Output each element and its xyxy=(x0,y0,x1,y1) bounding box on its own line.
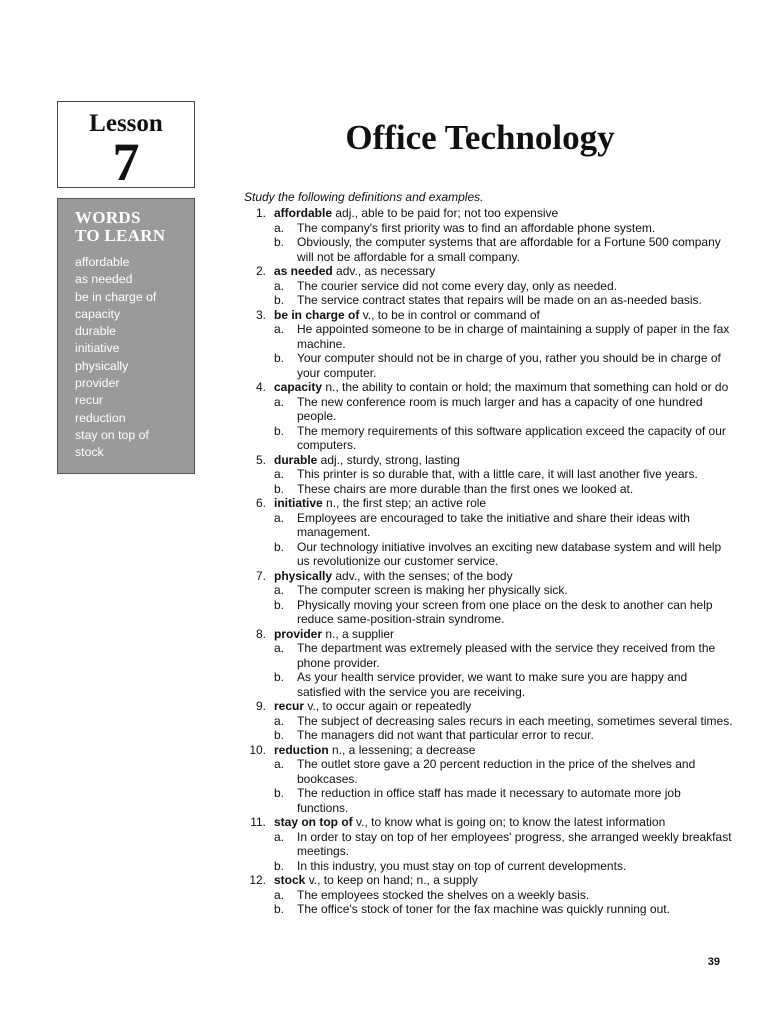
page-number: 39 xyxy=(707,956,720,968)
example-text: In order to stay on top of her employees' progress, she arranged weekly breakfast meetings. xyxy=(297,829,732,858)
sidebar-word: durable xyxy=(75,324,117,339)
definition-text: v., to keep on hand; n., a supply xyxy=(305,873,478,887)
definition-entry xyxy=(244,569,734,627)
definition-text: adj., able to be paid for; not too expensive xyxy=(332,206,559,220)
entry-number: 7. xyxy=(255,568,266,583)
example-letter: a. xyxy=(274,887,285,902)
example-list xyxy=(274,757,734,815)
example-text: These chairs are more durable than the first ones we looked at. xyxy=(297,481,634,496)
example-text: The managers did not want that particular error to recur. xyxy=(297,728,594,742)
example-sentence xyxy=(274,583,734,598)
entry-number: 4. xyxy=(255,380,266,394)
sidebar-title-line2: TO LEARN xyxy=(75,226,166,245)
definition-entry xyxy=(244,815,734,873)
example-sentence xyxy=(274,424,734,453)
entry-number: 6. xyxy=(255,496,266,510)
example-sentence xyxy=(274,830,734,859)
sidebar-word: affordable xyxy=(75,255,130,269)
example-list xyxy=(274,322,734,380)
example-list xyxy=(274,279,734,308)
definition-head xyxy=(255,380,734,395)
entry-number: 5. xyxy=(255,452,266,467)
definition-head xyxy=(255,626,734,642)
vocab-term: provider xyxy=(274,626,323,641)
example-sentence xyxy=(274,714,734,729)
example-sentence xyxy=(274,540,734,569)
example-sentence xyxy=(274,221,734,236)
vocab-term: reduction xyxy=(274,742,329,757)
definition-head xyxy=(249,742,734,758)
example-text: The courier service did not come every day, only as needed. xyxy=(297,278,617,293)
example-letter: b. xyxy=(274,670,285,684)
definition-head xyxy=(255,699,734,714)
definition-entry xyxy=(244,206,734,264)
definition-text: n., the first step; an active role xyxy=(322,496,487,510)
definition-list xyxy=(244,206,734,917)
example-text: The outlet store gave a 20 percent reduction in the price of the shelves and bookcases. xyxy=(297,757,696,786)
definition-entry xyxy=(244,453,734,497)
definition-head xyxy=(255,307,734,323)
example-list xyxy=(274,221,734,265)
example-text: The subject of decreasing sales recurs in each meeting, sometimes several times. xyxy=(297,713,733,728)
example-text: The department was extremely pleased with the service they received from the phone provider. xyxy=(297,641,716,670)
definitions-section xyxy=(244,190,734,917)
example-list xyxy=(274,888,734,917)
example-letter: b. xyxy=(274,293,285,307)
entry-number: 3. xyxy=(255,307,266,322)
definition-head xyxy=(255,206,734,221)
example-sentence xyxy=(274,395,734,424)
example-letter: b. xyxy=(274,481,285,496)
example-list xyxy=(274,511,734,569)
example-letter: a. xyxy=(274,278,285,293)
vocab-term: stay on top of xyxy=(274,815,353,829)
definition-entry xyxy=(244,308,734,381)
vocab-term: capacity xyxy=(274,380,323,394)
sidebar-word: stock xyxy=(75,445,104,460)
page-title: Office Technology xyxy=(345,118,615,157)
example-text: The memory requirements of this software application exceed the capacity of our computers. xyxy=(297,423,726,452)
example-letter: a. xyxy=(274,583,285,597)
vocab-term: recur xyxy=(274,699,305,713)
example-text: Your computer should not be in charge of you, rather you should be in charge of your computer. xyxy=(297,351,721,380)
example-letter: a. xyxy=(274,713,285,728)
entry-number: 12. xyxy=(249,873,266,887)
vocab-term: physically xyxy=(274,568,333,583)
vocab-term: durable xyxy=(274,452,318,467)
definition-text: n., the ability to contain or hold; the maximum that something can hold or do xyxy=(322,380,729,394)
entry-number: 8. xyxy=(255,626,266,641)
example-list xyxy=(274,641,734,699)
definition-head xyxy=(255,568,734,584)
definition-entry xyxy=(244,873,734,917)
example-letter: a. xyxy=(274,829,285,844)
definition-head xyxy=(255,452,734,468)
example-sentence xyxy=(274,293,734,308)
vocab-term: be in charge of xyxy=(274,307,360,322)
example-letter: a. xyxy=(274,220,285,235)
example-list xyxy=(274,395,734,453)
example-list xyxy=(274,467,734,496)
definition-text: adv., as necessary xyxy=(332,264,436,278)
example-text: In this industry, you must stay on top of current developments. xyxy=(297,858,627,873)
definition-head xyxy=(249,873,734,888)
lesson-box xyxy=(57,101,195,192)
example-text: Our technology initiative involves an exciting new database system and will help us revolutionize our customer service. xyxy=(297,539,722,568)
word-list xyxy=(75,254,194,462)
definition-entry xyxy=(244,627,734,700)
example-sentence xyxy=(274,351,734,380)
example-letter: b. xyxy=(274,902,285,916)
example-letter: b. xyxy=(274,235,285,249)
example-sentence xyxy=(274,728,734,743)
example-text: The employees stocked the shelves on a weekly basis. xyxy=(297,887,590,902)
example-text: This printer is so durable that, with a little care, it will last another five years. xyxy=(297,467,698,481)
example-text: Employees are encouraged to take the initiative and share their ideas with management. xyxy=(297,510,690,539)
sidebar-word: capacity xyxy=(75,306,121,321)
definition-entry xyxy=(244,743,734,816)
sidebar-word: physically xyxy=(75,358,129,373)
definition-head xyxy=(255,496,734,511)
example-sentence xyxy=(274,322,734,351)
sidebar-title-line1: WORDS xyxy=(75,208,141,227)
example-sentence xyxy=(274,598,734,627)
example-sentence xyxy=(274,482,734,497)
example-text: The new conference room is much larger and has a capacity of one hundred people. xyxy=(297,394,703,423)
entry-number: 1. xyxy=(255,206,266,220)
example-sentence xyxy=(274,235,734,264)
example-sentence xyxy=(274,511,734,540)
example-letter: b. xyxy=(274,597,285,612)
sidebar-word: be in charge of xyxy=(75,289,157,304)
example-text: The reduction in office staff has made it necessary to automate more job functions. xyxy=(297,786,681,815)
example-text: The computer screen is making her physically sick. xyxy=(297,583,568,597)
sidebar-word: initiative xyxy=(75,341,120,356)
example-sentence xyxy=(274,670,734,699)
definition-text: v., to be in control or command of xyxy=(359,307,540,322)
example-letter: b. xyxy=(274,858,285,873)
definition-text: n., a lessening; a decrease xyxy=(328,742,476,757)
sidebar-word: as needed xyxy=(75,272,133,287)
example-letter: b. xyxy=(274,539,285,554)
definition-entry xyxy=(244,699,734,743)
example-sentence xyxy=(274,786,734,815)
example-letter: a. xyxy=(274,394,285,409)
example-letter: b. xyxy=(274,423,285,438)
example-sentence xyxy=(274,859,734,874)
example-letter: a. xyxy=(274,467,285,481)
sidebar-title xyxy=(75,209,194,245)
example-letter: b. xyxy=(274,786,285,800)
entry-number: 10. xyxy=(249,742,266,757)
vocab-term: as needed xyxy=(274,264,333,278)
example-text: Obviously, the computer systems that are affordable for a Fortune 500 company will not be affordable for a small company. xyxy=(297,235,721,264)
lesson-label: Lesson xyxy=(89,110,163,137)
sidebar-word: stay on top of xyxy=(75,427,149,442)
vocab-term: initiative xyxy=(274,496,323,510)
vocab-term: stock xyxy=(274,873,306,887)
definition-text: v., to occur again or repeatedly xyxy=(304,699,472,713)
definition-head xyxy=(255,264,734,279)
instructions: Study the following definitions and examples. xyxy=(244,190,484,204)
example-sentence xyxy=(274,757,734,786)
sidebar-word: recur xyxy=(75,393,104,408)
example-sentence xyxy=(274,888,734,903)
example-list xyxy=(274,830,734,874)
example-list xyxy=(274,714,734,743)
definition-entry xyxy=(244,264,734,308)
lesson-number: 7 xyxy=(112,132,140,192)
definition-text: n., a supplier xyxy=(322,626,395,641)
sidebar-word: provider xyxy=(75,376,120,391)
example-list xyxy=(274,583,734,627)
example-sentence xyxy=(274,467,734,482)
entry-number: 2. xyxy=(255,264,266,278)
entry-number: 11. xyxy=(250,815,266,829)
example-text: The office's stock of toner for the fax machine was quickly running out. xyxy=(297,902,670,916)
definition-head xyxy=(250,815,734,830)
example-sentence xyxy=(274,902,734,917)
entry-number: 9. xyxy=(255,699,266,713)
sidebar-word: reduction xyxy=(75,410,126,425)
example-text: Physically moving your screen from one place on the desk to another can help reduce same-position-strain syndrome. xyxy=(297,597,713,626)
vocab-term: affordable xyxy=(274,206,333,220)
example-letter: a. xyxy=(274,641,285,655)
example-text: The service contract states that repairs will be made on an as-needed basis. xyxy=(297,293,702,307)
definition-text: v., to know what is going on; to know the latest information xyxy=(352,815,666,829)
definition-entry xyxy=(244,380,734,453)
example-text: He appointed someone to be in charge of maintaining a supply of paper in the fax machine. xyxy=(297,322,730,351)
example-sentence xyxy=(274,279,734,294)
example-letter: b. xyxy=(274,728,285,742)
definition-text: adj., sturdy, strong, lasting xyxy=(317,452,460,467)
example-letter: b. xyxy=(274,351,285,365)
example-letter: a. xyxy=(274,322,285,336)
example-letter: a. xyxy=(274,510,285,525)
example-sentence xyxy=(274,641,734,670)
example-text: As your health service provider, we want to make sure you are happy and satisfied with the service you are receiving. xyxy=(297,670,688,699)
example-letter: a. xyxy=(274,757,285,771)
definition-text: adv., with the senses; of the body xyxy=(332,568,513,583)
example-text: The company's first priority was to find an affordable phone system. xyxy=(297,220,656,235)
definition-entry xyxy=(244,496,734,569)
words-to-learn-sidebar xyxy=(57,198,195,474)
